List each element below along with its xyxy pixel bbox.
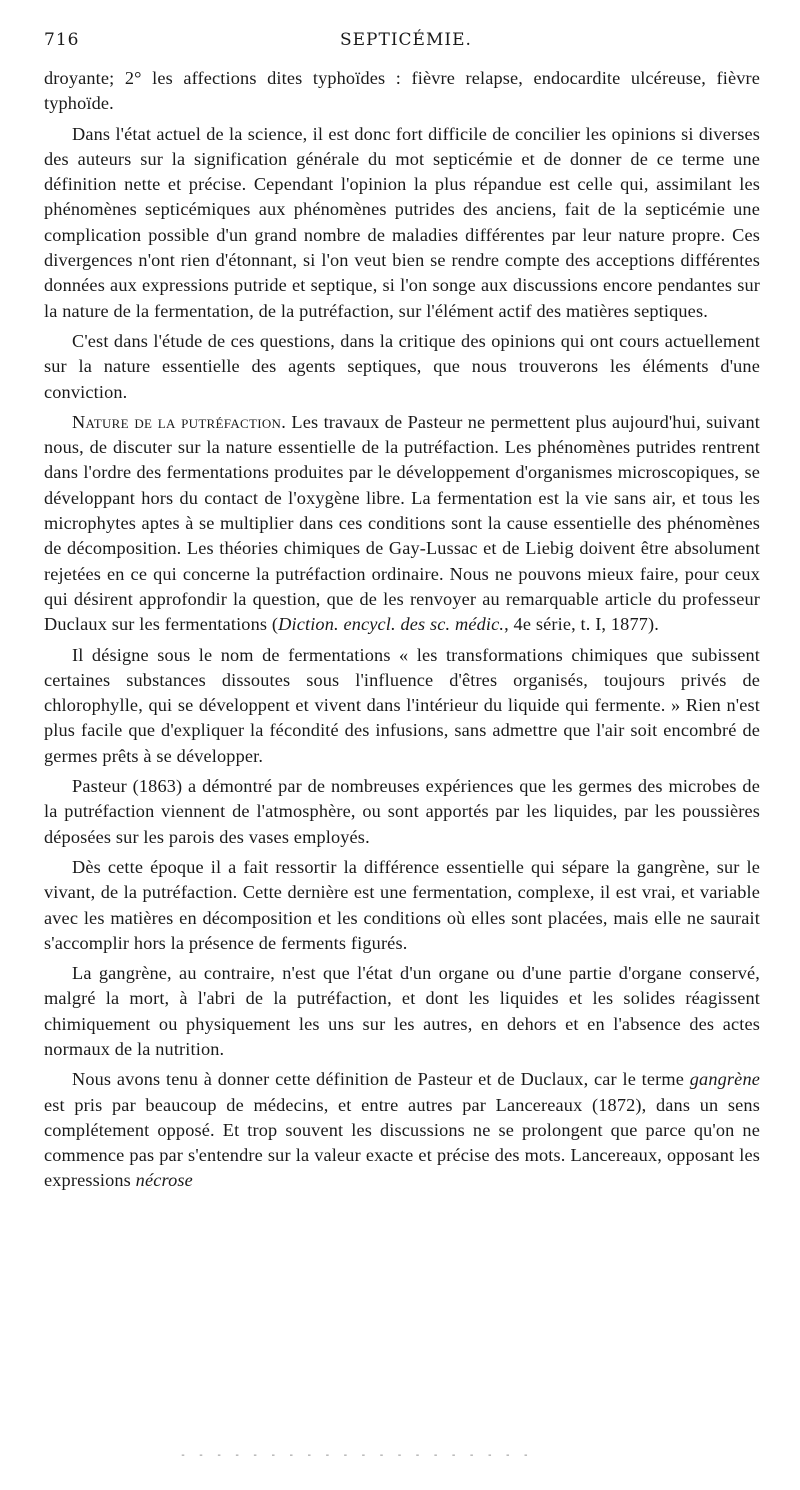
- paragraph: Pasteur (1863) a démontré par de nombreuses expériences que les germes des microbes de la putréfaction viennent de l'atmosphère, ou sont apportés par les liquides, par les poussières déposées sur les parois des vases employés.: [44, 776, 760, 847]
- page-number: 716: [44, 30, 80, 50]
- scan-artifact-dashes: - - - - - - - - - - - - - - - - - - - -: [180, 1450, 532, 1461]
- running-title: SEPTICÉMIE.: [340, 30, 472, 50]
- paragraph: Dans l'état actuel de la science, il est donc fort difficile de concilier les opinions si diverses des auteurs sur la signification générale du mot septicémie et de donner de ce terme une définition nette et précise. Cependant l'opinion la plus répandue est celle qui, assimilant les phénomènes septicémiques aux phénomènes putrides des anciens, fait de la septicémie une complication possible d'un grand nombre de maladies différentes par leur nature propre. Ces divergences n'ont rien d'étonnant, si l'on veut bien se rendre compte des acceptions différentes données aux expressions putride et septique, si l'on songe aux discussions encore pendantes sur la nature de la fermentation, de la putréfaction, sur l'élément actif des matières septiques.: [44, 123, 760, 321]
- paragraph: C'est dans l'étude de ces questions, dans la critique des opinions qui ont cours actuellement sur la nature essentielle des agents septiques, que nous trouverons les éléments d'une conviction.: [44, 330, 760, 402]
- paragraph-section: Nature de la putréfaction. Les travaux de Pasteur ne permettent plus aujourd'hui, suivant nous, de discuter sur la nature essentielle de la putréfaction. Les phénomènes putrides rentrent dans l'ordre des fermentations produites par le développement d'organismes microscopiques, se développant hors du contact de l'oxygène libre. La fermentation est la vie sans air, et tous les microphytes aptes à se multiplier dans ces conditions sont la cause essentielle des phénomènes de décomposition. Les théories chimiques de Gay-Lussac et de Liebig doivent être absolument rejetées en ce qui concerne la putréfaction ordinaire. Nous ne pouvons mieux faire, pour ceux qui désirent approfondir la question, que de les renvoyer au remarquable article du professeur Duclaux sur les fermentations (Diction. encycl. des sc. médic., 4e série, t. I, 1877).: [44, 411, 760, 635]
- section-heading: Nature de la putréfaction.: [72, 411, 287, 432]
- paragraph: Dès cette époque il a fait ressortir la différence essentielle qui sépare la gangrène, sur le vivant, de la putréfaction. Cette dernière est une fermentation, complexe, il est vrai, et variable avec les matières en décomposition et les conditions où elles sont placées, mais elle ne saurait s'accomplir hors la présence de ferments figurés.: [44, 856, 760, 953]
- emphasis: gangrène: [689, 1069, 760, 1090]
- emphasis: nécrose: [135, 1170, 193, 1191]
- body-text: [44, 66, 760, 1199]
- paragraph-continuation: droyante; 2° les affections dites typhoïdes : fièvre relapse, endocardite ulcéreuse, fièvre typhoïde.: [44, 68, 760, 114]
- citation: Diction. encycl. des sc. médic.: [278, 614, 505, 635]
- paragraph: Il désigne sous le nom de fermentations « les transformations chimiques que subissent certaines substances dissoutes sous l'influence d'êtres organisés, toujours privés de chlorophylle, qui se développent et vivent dans l'intérieur du liquide qui fermente. » Rien n'est plus facile que d'expliquer la fécondité des infusions, sans admettre que l'air soit encombré de germes prêts à se développer.: [44, 644, 760, 766]
- paragraph: Nous avons tenu à donner cette définition de Pasteur et de Duclaux, car le terme gangrène est pris par beaucoup de médecins, et entre autres par Lancereaux (1872), dans un sens complétement opposé. Et trop souvent les discussions ne se prolongent que parce qu'on ne commence pas par s'entendre sur la valeur exacte et précise des mots. Lancereaux, opposant les expressions nécrose: [44, 1069, 760, 1191]
- paragraph: La gangrène, au contraire, n'est que l'état d'un organe ou d'une partie d'organe conservé, malgré la mort, à l'abri de la putréfaction, et dont les liquides et les solides réagissent chimiquement ou physiquement les uns sur les autres, en dehors et en l'absence des actes normaux de la nutrition.: [44, 963, 760, 1059]
- page-header: [44, 30, 760, 60]
